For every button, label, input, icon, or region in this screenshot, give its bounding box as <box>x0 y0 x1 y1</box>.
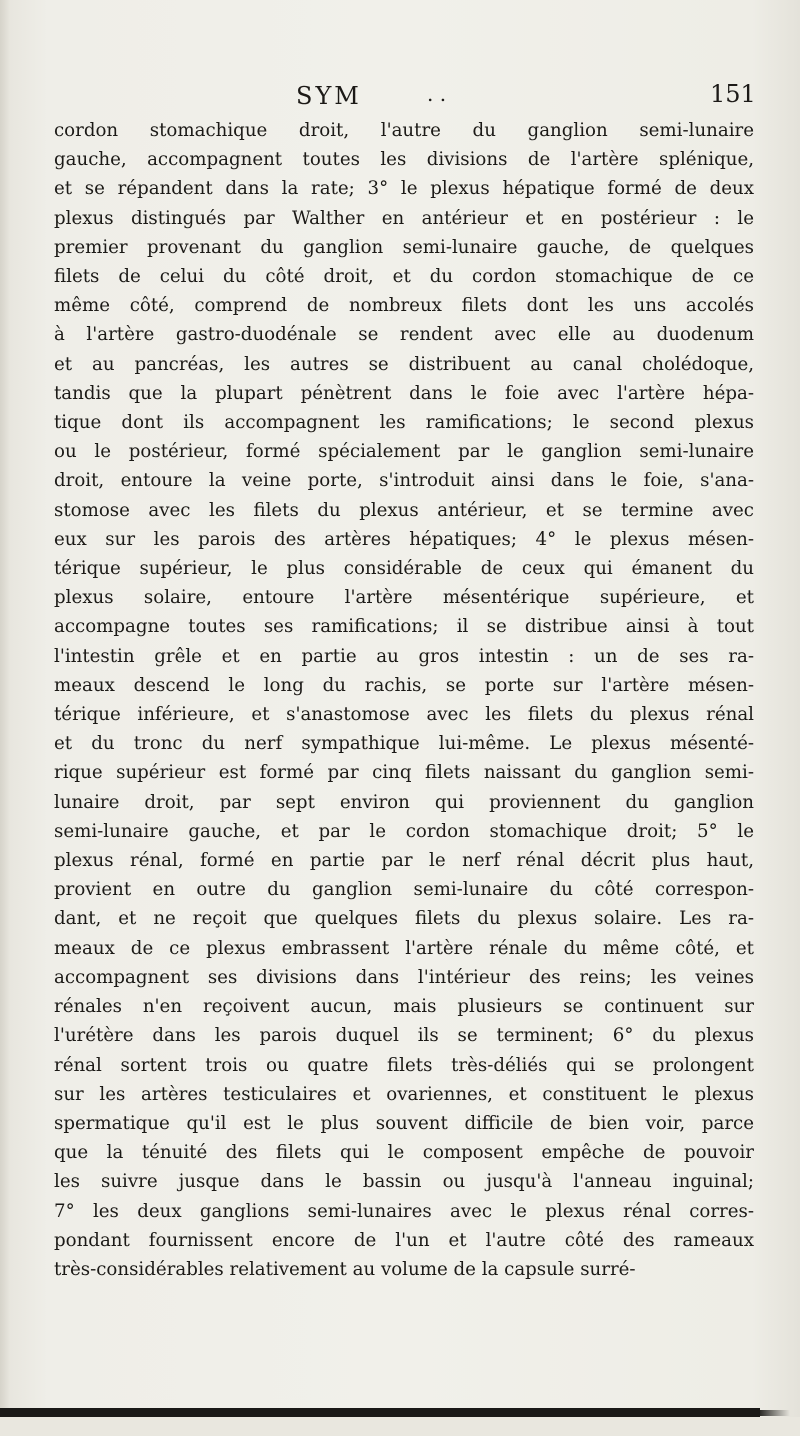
text-line: meaux descend le long du rachis, se porte sur l'artère mésen- <box>54 674 754 696</box>
text-line: tique dont ils accompagnent les ramifications; le second plexus <box>54 412 754 434</box>
text-line: spermatique qu'il est le plus souvent difficile de bien voir, parce <box>54 1112 754 1134</box>
page-header <box>0 82 800 116</box>
text-line: térique supérieur, le plus considérable de ceux qui émanent du <box>54 558 754 580</box>
text-line: plexus solaire, entoure l'artère mésentérique supérieure, et <box>54 587 754 609</box>
text-line: droit, entoure la veine porte, s'introduit ainsi dans le foie, s'ana- <box>54 470 754 492</box>
running-head: SYM <box>296 82 362 110</box>
text-line: accompagnent ses divisions dans l'intérieur des reins; les veines <box>54 966 754 988</box>
running-head-dots: . . <box>427 82 447 106</box>
text-line: très-considérables relativement au volume de la capsule surré- <box>54 1258 636 1280</box>
text-line: lunaire droit, par sept environ qui proviennent du ganglion <box>54 791 754 813</box>
text-line: et au pancréas, les autres se distribuent au canal cholédoque, <box>54 353 754 375</box>
text-line: semi-lunaire gauche, et par le cordon stomachique droit; 5° le <box>54 820 754 842</box>
text-line: rique supérieur est formé par cinq filets naissant du ganglion semi- <box>54 762 754 784</box>
text-line: ou le postérieur, formé spécialement par le ganglion semi-lunaire <box>54 441 754 463</box>
text-line: rénal sortent trois ou quatre filets très-déliés qui se prolongent <box>54 1054 754 1076</box>
text-line: meaux de ce plexus embrassent l'artère rénale du même côté, et <box>54 937 754 959</box>
text-line: accompagne toutes ses ramifications; il se distribue ainsi à tout <box>54 616 754 638</box>
body-text <box>54 116 754 1284</box>
bottom-rule <box>0 1408 760 1417</box>
page-number: 151 <box>710 80 756 108</box>
text-line: cordon stomachique droit, l'autre du ganglion semi-lunaire <box>54 120 754 141</box>
text-line: eux sur les parois des artères hépatiques; 4° le plexus mésen- <box>54 528 754 550</box>
text-line: dant, et ne reçoit que quelques filets du plexus solaire. Les ra- <box>54 908 754 930</box>
text-line: stomose avec les filets du plexus antérieur, et se termine avec <box>54 499 754 521</box>
text-line: pondant fournissent encore de l'un et l'autre côté des rameaux <box>54 1229 754 1251</box>
text-line: à l'artère gastro-duodénale se rendent avec elle au duodenum <box>54 324 754 346</box>
text-line: et se répandent dans la rate; 3° le plexus hépatique formé de deux <box>54 178 754 200</box>
text-line: l'urétère dans les parois duquel ils se terminent; 6° du plexus <box>54 1025 754 1047</box>
text-line: et du tronc du nerf sympathique lui-même. Le plexus mésenté- <box>54 733 754 755</box>
text-line: plexus distingués par Walther en antérieur et en postérieur : le <box>54 207 754 229</box>
text-line: plexus rénal, formé en partie par le nerf rénal décrit plus haut, <box>54 850 754 872</box>
text-line: les suivre jusque dans le bassin ou jusqu'à l'anneau inguinal; <box>54 1171 754 1193</box>
text-line: premier provenant du ganglion semi-lunaire gauche, de quelques <box>54 236 754 258</box>
text-line: gauche, accompagnent toutes les divisions de l'artère splénique, <box>54 149 754 171</box>
text-line: sur les artères testiculaires et ovariennes, et constituent le plexus <box>54 1083 754 1105</box>
text-line: 7° les deux ganglions semi-lunaires avec le plexus rénal corres- <box>54 1200 754 1222</box>
text-line: rénales n'en reçoivent aucun, mais plusieurs se continuent sur <box>54 996 754 1018</box>
page-bottom-edge <box>0 1417 800 1436</box>
text-line: provient en outre du ganglion semi-lunaire du côté correspon- <box>54 879 754 901</box>
text-line: l'intestin grêle et en partie au gros intestin : un de ses ra- <box>54 645 754 667</box>
page-left-edge <box>0 0 10 1436</box>
text-line: que la ténuité des filets qui le composent empêche de pouvoir <box>54 1142 754 1164</box>
text-line: tandis que la plupart pénètrent dans le foie avec l'artère hépa- <box>54 382 754 404</box>
bottom-rule-fade <box>760 1410 790 1416</box>
text-line: filets de celui du côté droit, et du cordon stomachique de ce <box>54 266 754 288</box>
text-line: même côté, comprend de nombreux filets dont les uns accolés <box>54 295 754 317</box>
text-line: térique inférieure, et s'anastomose avec les filets du plexus rénal <box>54 704 754 726</box>
